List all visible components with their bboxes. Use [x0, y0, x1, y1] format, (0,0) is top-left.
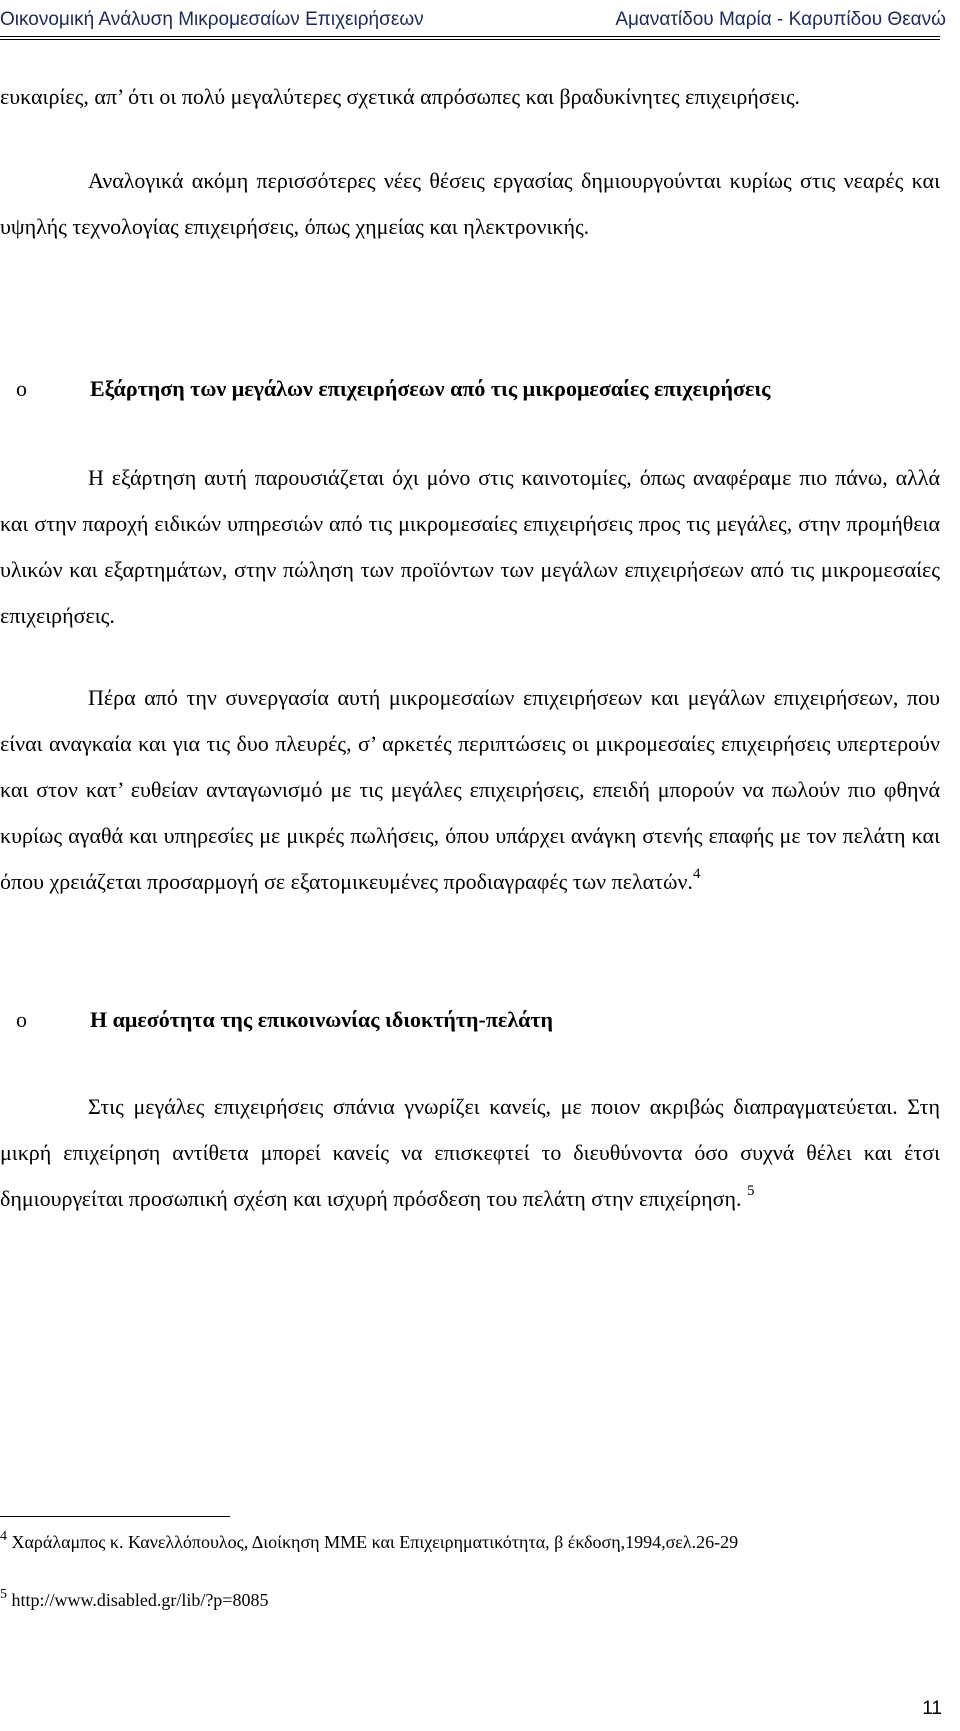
- header-authors: Αμανατίδου Μαρία - Καρυπίδου Θεανώ: [615, 9, 946, 30]
- header-title: Οικονομική Ανάλυση Μικρομεσαίων Επιχειρήσεων: [0, 9, 424, 30]
- footnote-link[interactable]: http://www.disabled.gr/lib/?p=8085: [11, 1590, 269, 1610]
- page-number: 11: [922, 1698, 942, 1719]
- paragraph-4: [0, 675, 940, 905]
- heading-text: Η αμεσότητα της επικοινωνίας ιδιοκτήτη-πελάτη: [90, 1007, 554, 1032]
- section-heading-dependency: [0, 376, 770, 402]
- footnote-4: [0, 1529, 739, 1553]
- footnote-number: 5: [0, 1587, 7, 1602]
- paragraph-3: Η εξάρτηση αυτή παρουσιάζεται όχι μόνο στις καινοτομίες, όπως αναφέραμε πιο πάνω, αλλά και στην παροχή ειδικών υπηρεσιών από τις μικρομεσαίες επιχειρήσεις προς τις μεγάλες, στην προμήθεια υλικών και εξαρτημάτων, στην πώληση των προϊόντων των μεγάλων επιχειρήσεων από τις μικρομεσαίες επιχειρήσεις.: [0, 465, 940, 628]
- running-header: [0, 6, 960, 36]
- header-rule: [0, 36, 940, 40]
- footnote-ref-4: 4: [692, 866, 701, 882]
- paragraph-4-text: Πέρα από την συνεργασία αυτή μικρομεσαίων επιχειρήσεων και μεγάλων επιχειρήσεων, που είναι αναγκαία και για τις δυο πλευρές, σ’ αρκετές περιπτώσεις οι μικρομεσαίες επιχειρήσεις υπερτερούν και στον κατ’ ευθείαν ανταγωνισμό με τις μεγάλες επιχειρήσεις, επειδή μπορούν να πωλούν πιο φθηνά κυρίως αγαθά και υπηρεσίες με μικρές πωλήσεις, όπου υπάρχει ανάγκη στενής επαφής με τον πελάτη και όπου χρειάζεται προσαρμογή σε εξατομικευμένες προδιαγραφές των πελατών.: [0, 685, 940, 894]
- bullet-marker: o: [16, 1007, 27, 1032]
- paragraph-5-text: Στις μεγάλες επιχειρήσεις σπάνια γνωρίζει κανείς, με ποιον ακριβώς διαπραγματεύεται. Στη μικρή επιχείρηση αντίθετα μπορεί κανείς να επισκεφτεί το διευθύνοντα όσο συχνά θέλει και έτσι δημιουργείται προσωπική σχέση και ισχυρή πρόσδεση του πελάτη στην επιχείρηση.: [0, 1094, 940, 1211]
- footnote-number: 4: [0, 1529, 7, 1544]
- section-heading-communication: [0, 1007, 553, 1033]
- footnote-text: Χαράλαμπος κ. Κανελλόπουλος, Διοίκηση ΜΜΕ και Επιχειρηματικότητα, β έκδοση,1994,σελ.26-29: [11, 1532, 739, 1552]
- paragraph-2: Αναλογικά ακόμη περισσότερες νέες θέσεις εργασίας δημιουργούνται κυρίως στις νεαρές και υψηλής τεχνολογίας επιχειρήσεις, όπως χημείας και ηλεκτρονικής.: [0, 168, 940, 239]
- footnote-separator: [0, 1516, 230, 1517]
- footnote-5: [0, 1587, 269, 1611]
- paragraph-5: [0, 1084, 940, 1222]
- bullet-marker: o: [16, 376, 27, 401]
- heading-text: Εξάρτηση των μεγάλων επιχειρήσεων από τις μικρομεσαίες επιχειρήσεις: [90, 376, 771, 401]
- footnote-ref-5: 5: [747, 1183, 755, 1199]
- paragraph-1: ευκαιρίες, απ’ ότι οι πολύ μεγαλύτερες σχετικά απρόσωπες και βραδυκίνητες επιχειρήσεις.: [0, 84, 801, 109]
